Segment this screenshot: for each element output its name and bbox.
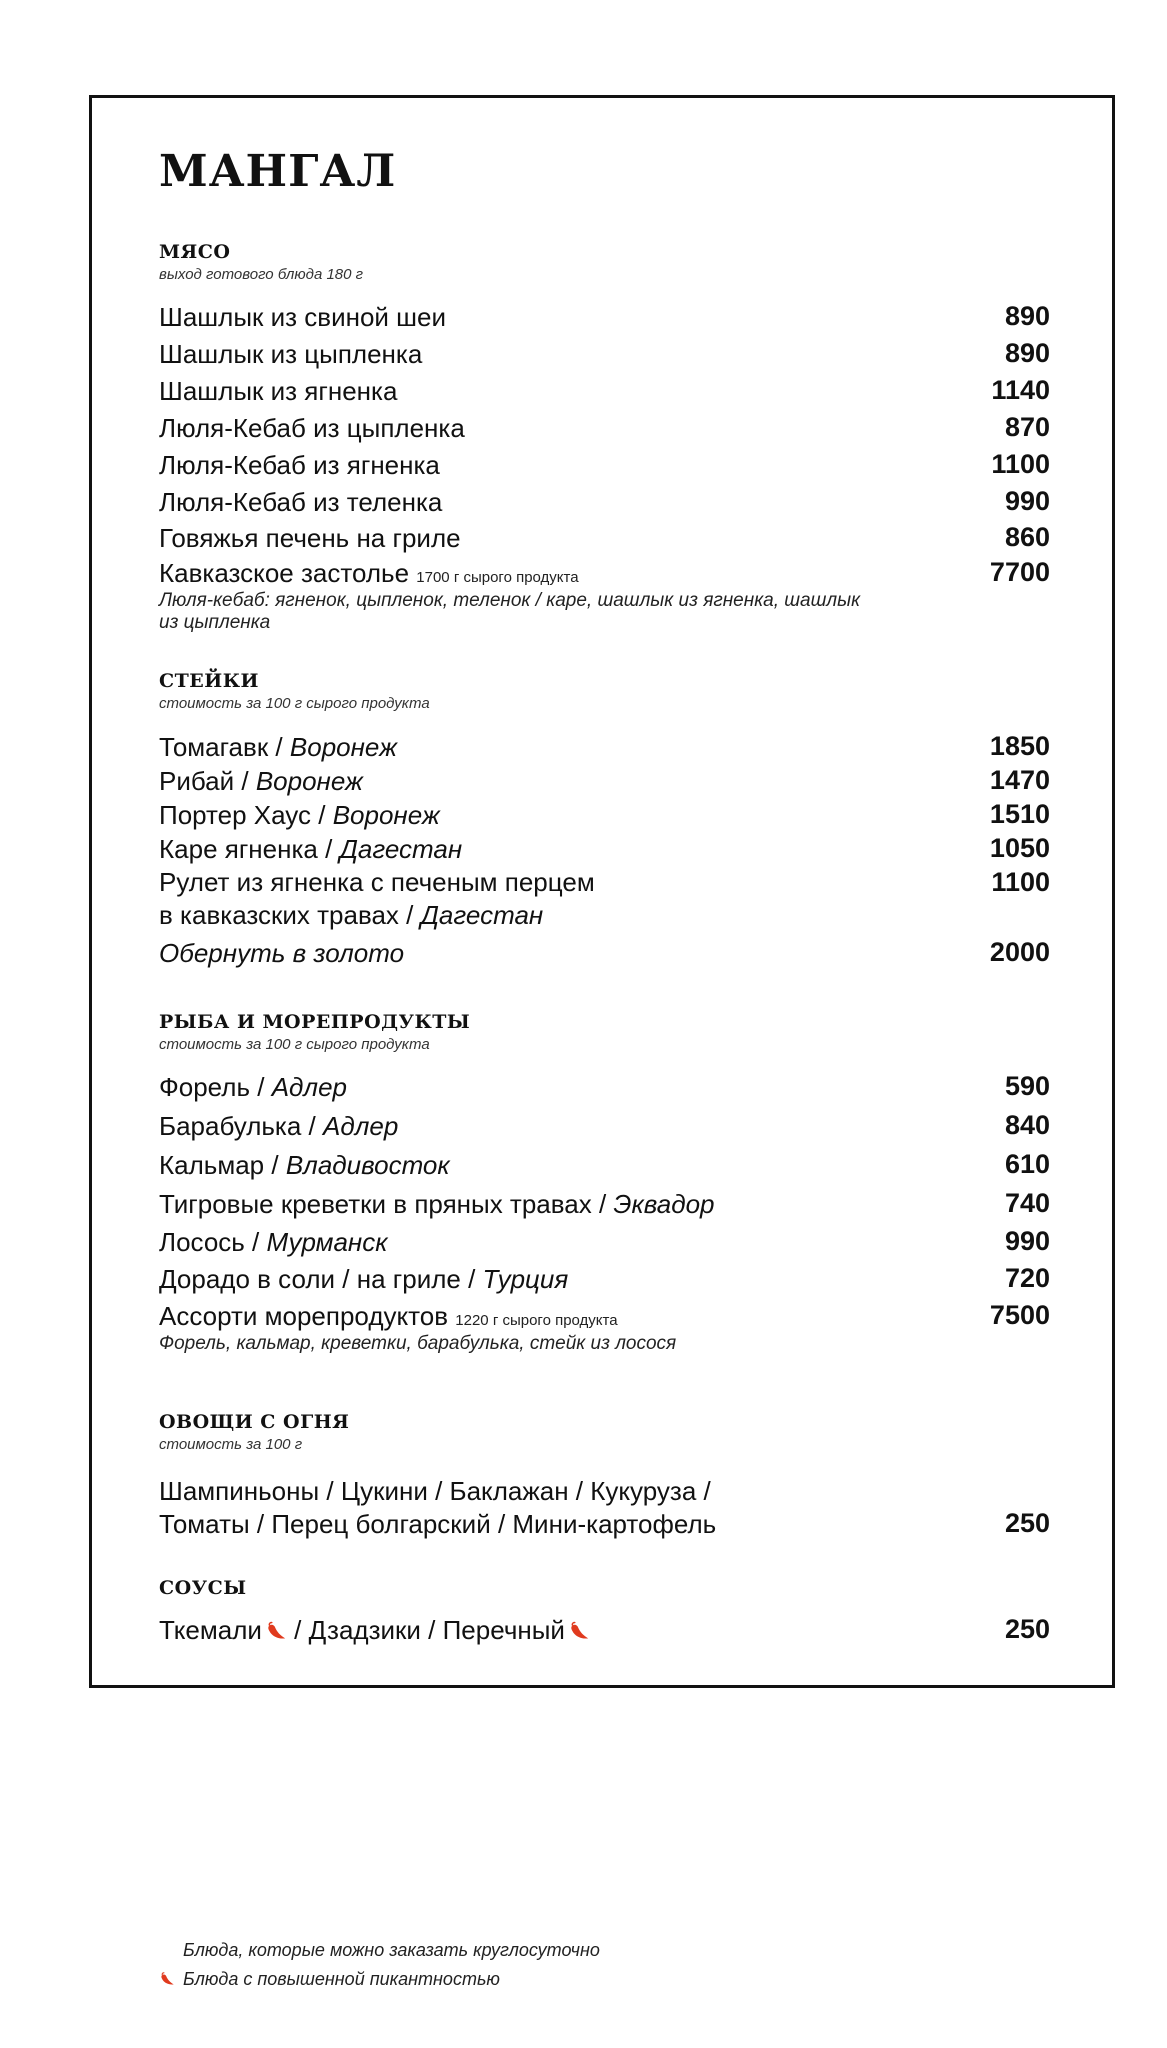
section-title-steaks: СТЕЙКИ: [159, 670, 259, 692]
menu-item: Дорадо в соли / на гриле / Турция: [159, 1264, 569, 1294]
menu-item: Шашлык из свиной шеи: [159, 302, 447, 332]
menu-item: Рибай / Воронеж: [159, 766, 363, 796]
item-origin: Адлер: [271, 1072, 347, 1102]
legend-spicy: Блюда с повышенной пикантностью: [159, 1970, 500, 1988]
item-price: 1850: [989, 731, 1050, 761]
section-subtitle-meat: выход готового блюда 180 г: [159, 266, 364, 283]
item-price: 990: [1004, 1226, 1050, 1256]
item-price: 250: [1004, 1614, 1050, 1644]
menu-item: Кальмар / Владивосток: [159, 1150, 450, 1180]
section-title-meat: МЯСО: [159, 241, 231, 263]
menu-item: Кавказское застолье 1700 г сырого продукта: [159, 558, 579, 588]
item-origin: Воронеж: [332, 800, 440, 830]
item-price: 890: [1004, 338, 1050, 368]
section-subtitle-veg: стоимость за 100 г: [159, 1436, 303, 1453]
menu-item: Барабулька / Адлер: [159, 1111, 399, 1141]
item-origin: Владивосток: [285, 1150, 450, 1180]
item-origin: Воронеж: [289, 732, 397, 762]
item-price: 1100: [991, 867, 1050, 897]
item-price: 1510: [989, 799, 1050, 829]
menu-item: Портер Хаус / Воронеж: [159, 800, 440, 830]
menu-item: Люля-Кебаб из теленка: [159, 487, 443, 517]
item-description: Люля-кебаб: ягненок, цыпленок, теленок / каре, шашлык из ягненка, шашлык из цыпленка: [159, 590, 861, 633]
menu-item: Рулет из ягненка с печеным перцем: [159, 867, 595, 897]
item-origin: Эквадор: [613, 1189, 715, 1219]
item-price: 720: [1004, 1263, 1050, 1293]
section-title-fish: РЫБА И МОРЕПРОДУКТЫ: [159, 1011, 471, 1033]
menu-item: Томагавк / Воронеж: [159, 732, 397, 762]
section-subtitle-fish: стоимость за 100 г сырого продукта: [159, 1036, 430, 1053]
chili-icon: [568, 1620, 590, 1642]
menu-item: Форель / Адлер: [159, 1072, 347, 1102]
item-description: Форель, кальмар, креветки, барабулька, стейк из лосося: [159, 1333, 677, 1354]
page-title: МАНГАЛ: [159, 146, 397, 197]
chili-icon: [159, 1971, 175, 1987]
menu-item-line2: в кавказских травах / Дагестан: [159, 900, 544, 930]
item-price: 7500: [989, 1300, 1050, 1330]
item-price: 860: [1004, 522, 1050, 552]
item-note: 1220 г сырого продукта: [455, 1312, 618, 1329]
item-price: 890: [1004, 301, 1050, 331]
section-subtitle-steaks: стоимость за 100 г сырого продукта: [159, 695, 430, 712]
item-price: 840: [1004, 1110, 1050, 1140]
item-origin: Турция: [482, 1264, 569, 1294]
item-price: 2000: [989, 937, 1050, 967]
item-price: 1470: [989, 765, 1050, 795]
item-price: 7700: [989, 557, 1050, 587]
menu-item: Ткемали / Дзадзики / Перечный: [159, 1617, 590, 1643]
item-price: 1100: [991, 449, 1050, 479]
menu-item: Ассорти морепродуктов 1220 г сырого продукта: [159, 1301, 618, 1331]
menu-item: Тигровые креветки в пряных травах / Эквадор: [159, 1189, 715, 1219]
item-price: 590: [1004, 1071, 1050, 1101]
item-note: 1700 г сырого продукта: [416, 569, 579, 586]
menu-item: Каре ягненка / Дагестан: [159, 834, 463, 864]
item-price: 610: [1004, 1149, 1050, 1179]
menu-item: Шашлык из цыпленка: [159, 339, 423, 369]
item-origin: Воронеж: [255, 766, 363, 796]
menu-item: Люля-Кебаб из ягненка: [159, 450, 440, 480]
menu-item: Шампиньоны / Цукини / Баклажан / Кукуруза /: [159, 1476, 711, 1506]
menu-item: Шашлык из ягненка: [159, 376, 398, 406]
item-origin: Мурманск: [266, 1227, 388, 1257]
menu-item: Люля-Кебаб из цыпленка: [159, 413, 465, 443]
item-price: 740: [1004, 1188, 1050, 1218]
menu-item: Обернуть в золото: [159, 938, 405, 968]
item-price: 1050: [989, 833, 1050, 863]
item-price: 990: [1004, 486, 1050, 516]
item-price: 250: [1004, 1508, 1050, 1538]
chili-icon: [265, 1620, 287, 1642]
section-title-veg: ОВОЩИ С ОГНЯ: [159, 1411, 350, 1433]
menu-item: Говяжья печень на гриле: [159, 523, 461, 553]
item-price: 870: [1004, 412, 1050, 442]
item-origin: Дагестан: [339, 834, 463, 864]
item-origin: Дагестан: [420, 900, 544, 930]
legend-night: Блюда, которые можно заказать круглосуточно: [159, 1941, 600, 1959]
item-price: 1140: [991, 375, 1050, 405]
section-title-sauces: СОУСЫ: [159, 1577, 247, 1599]
menu-item-line2: Томаты / Перец болгарский / Мини-картофель: [159, 1509, 717, 1539]
menu-item: Лосось / Мурманск: [159, 1227, 388, 1257]
item-origin: Адлер: [323, 1111, 399, 1141]
moon-icon: [159, 1942, 175, 1958]
